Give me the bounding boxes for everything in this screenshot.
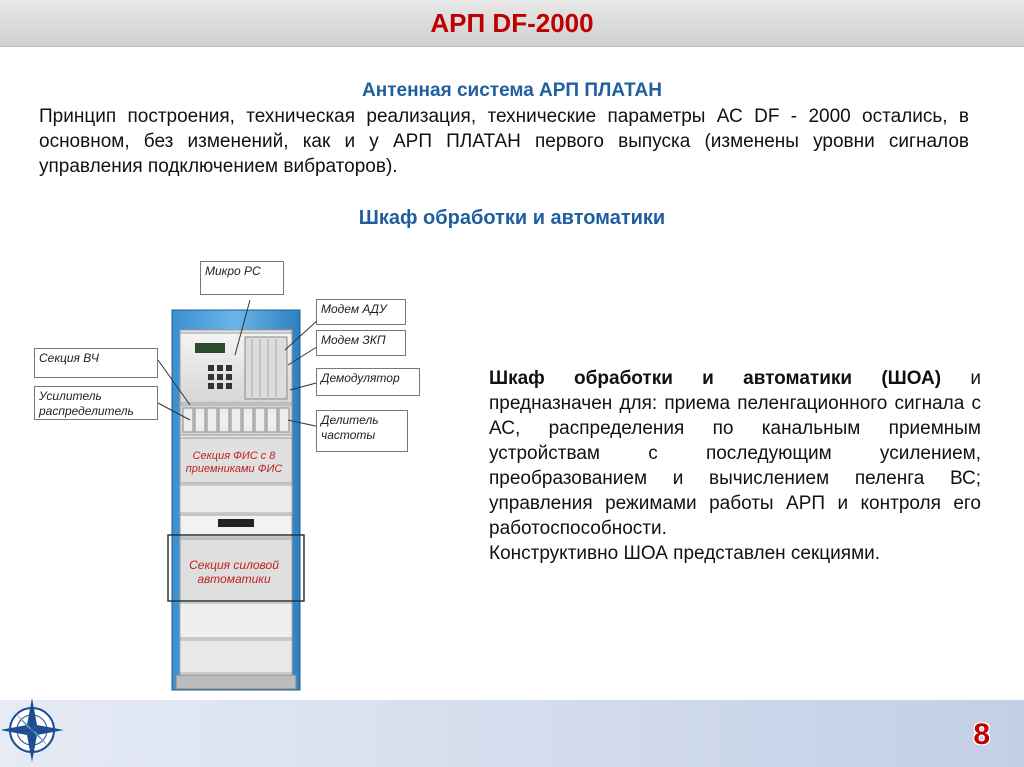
page-number: 8 bbox=[973, 718, 990, 751]
cabinet-description bbox=[489, 366, 981, 566]
label-section-vch: Секция ВЧ bbox=[34, 348, 158, 378]
label-demodulator: Демодулятор bbox=[316, 368, 420, 396]
antenna-paragraph: Принцип построения, техническая реализация, технические параметры АС DF - 2000 остались, в основном, без изменений, как и у АРП ПЛАТАН первого выпуска (изменены уровни сигналов управления подключением вибраторов). bbox=[39, 106, 969, 177]
footer-bar bbox=[0, 700, 1024, 767]
label-section-power: Секция силовой автоматики bbox=[189, 558, 279, 586]
label-section-fis: Секция ФИС с 8 приемниками ФИС bbox=[185, 450, 283, 475]
cabinet-description-last: Конструктивно ШОА представлен секциями. bbox=[489, 543, 881, 564]
cabinet-description-bold: Шкаф обработки и автоматики (ШОА) bbox=[489, 368, 942, 389]
cabinet-description-main bbox=[489, 366, 981, 541]
compass-logo-icon bbox=[2, 692, 66, 762]
label-amplifier: Усилитель распределитель bbox=[34, 386, 158, 420]
label-modem-adu: Модем АДУ bbox=[316, 299, 406, 325]
cabinet-heading: Шкаф обработки и автоматики bbox=[358, 207, 666, 229]
slide-title: АРП DF-2000 bbox=[430, 8, 594, 38]
label-micro-pc: Микро PC bbox=[200, 261, 284, 295]
antenna-heading: Антенная система АРП ПЛАТАН bbox=[362, 80, 662, 101]
title-bar bbox=[0, 0, 1024, 47]
label-modem-zkp: Модем ЗКП bbox=[316, 330, 406, 356]
cabinet-description-text: и предназначен для: приема пеленгационного сигнала с АС, распределения по канальным приемным устройствам с последующим усилением, преобразованием и вычислением пеленга ВС; управления режимами работы АРП и контроля его работоспособности. bbox=[489, 368, 981, 539]
label-divider: Делитель частоты bbox=[316, 410, 408, 452]
